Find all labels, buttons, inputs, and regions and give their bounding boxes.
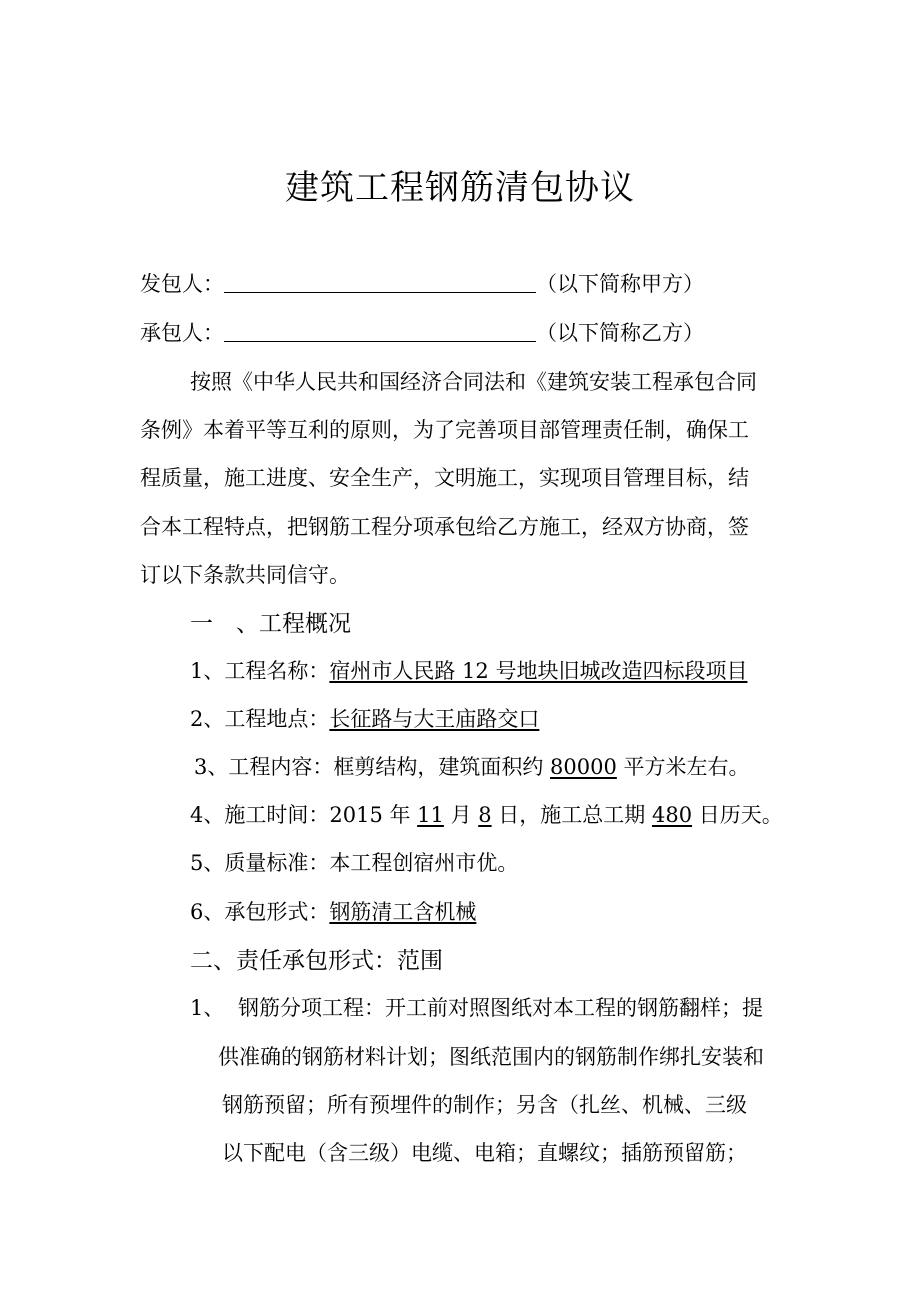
contract-form-value: 钢筋清工含机械 [329, 900, 477, 924]
contractor-label: 承包人： [140, 321, 224, 345]
project-content-line [194, 751, 750, 781]
building-area-value: 80000 [550, 755, 617, 779]
month-label: 月 [443, 803, 479, 827]
employer-blank [224, 270, 536, 293]
document-title: 建筑工程钢筋清包协议 [285, 168, 635, 208]
employer-line [140, 268, 704, 298]
quality-standard-line: 5、质量标准：本工程创宿州市优。 [190, 851, 519, 875]
duration-label: 日，施工总工期 [491, 803, 652, 827]
start-month-value: 11 [417, 803, 444, 827]
section2-item1-line-3: 钢筋预留；所有预埋件的制作；另含（扎丝、机械、三级 [222, 1093, 747, 1117]
contract-form-line [190, 896, 476, 926]
project-content-text: 3、工程内容：框剪结构，建筑面积约 [194, 755, 551, 779]
contractor-line [140, 317, 704, 347]
construction-time-line [190, 799, 783, 829]
project-name-line [190, 655, 747, 685]
duration-days-value: 480 [651, 803, 693, 827]
section2-item1-number: 1、 [190, 996, 225, 1020]
start-day-value: 8 [478, 803, 492, 827]
project-location-line [190, 703, 539, 733]
project-name-value: 宿州市人民路 12 号地块旧城改造四标段项目 [329, 659, 748, 683]
construction-time-text: 4、施工时间：2015 年 [190, 803, 418, 827]
employer-note: （以下简称甲方） [536, 272, 704, 296]
project-content-suffix: 平方米左右。 [616, 755, 750, 779]
intro-line-1: 按照《中华人民共和国经济合同法和《建筑安装工程承包合同 [190, 370, 757, 394]
contractor-blank [224, 319, 536, 342]
section2-item1-line-2: 供准确的钢筋材料计划；图纸范围内的钢筋制作绑扎安装和 [218, 1045, 764, 1069]
intro-line-3: 程质量，施工进度、安全生产，文明施工，实现项目管理目标，结 [140, 466, 749, 490]
employer-label: 发包人： [140, 272, 224, 296]
project-name-label: 1、工程名称： [190, 659, 330, 683]
section2-heading: 二、责任承包形式：范围 [190, 948, 443, 974]
section2-item1-line-4: 以下配电（含三级）电缆、电箱；直螺纹；插筋预留筋； [222, 1141, 747, 1165]
project-location-value: 长征路与大王庙路交口 [329, 707, 540, 731]
section1-heading: 一 、工程概况 [190, 611, 351, 637]
intro-line-2: 条例》本着平等互利的原则，为了完善项目部管理责任制，确保工 [140, 418, 749, 442]
intro-line-5: 订以下条款共同信守。 [140, 563, 350, 587]
contractor-note: （以下简称乙方） [536, 321, 704, 345]
project-location-label: 2、工程地点： [190, 707, 330, 731]
intro-line-4: 合本工程特点，把钢筋工程分项承包给乙方施工，经双方协商，签 [140, 515, 749, 539]
contract-form-label: 6、承包形式： [190, 900, 330, 924]
duration-suffix: 日历天。 [692, 803, 783, 827]
section2-item1-line-1: 钢筋分项工程：开工前对照图纸对本工程的钢筋翻样；提 [238, 996, 763, 1020]
